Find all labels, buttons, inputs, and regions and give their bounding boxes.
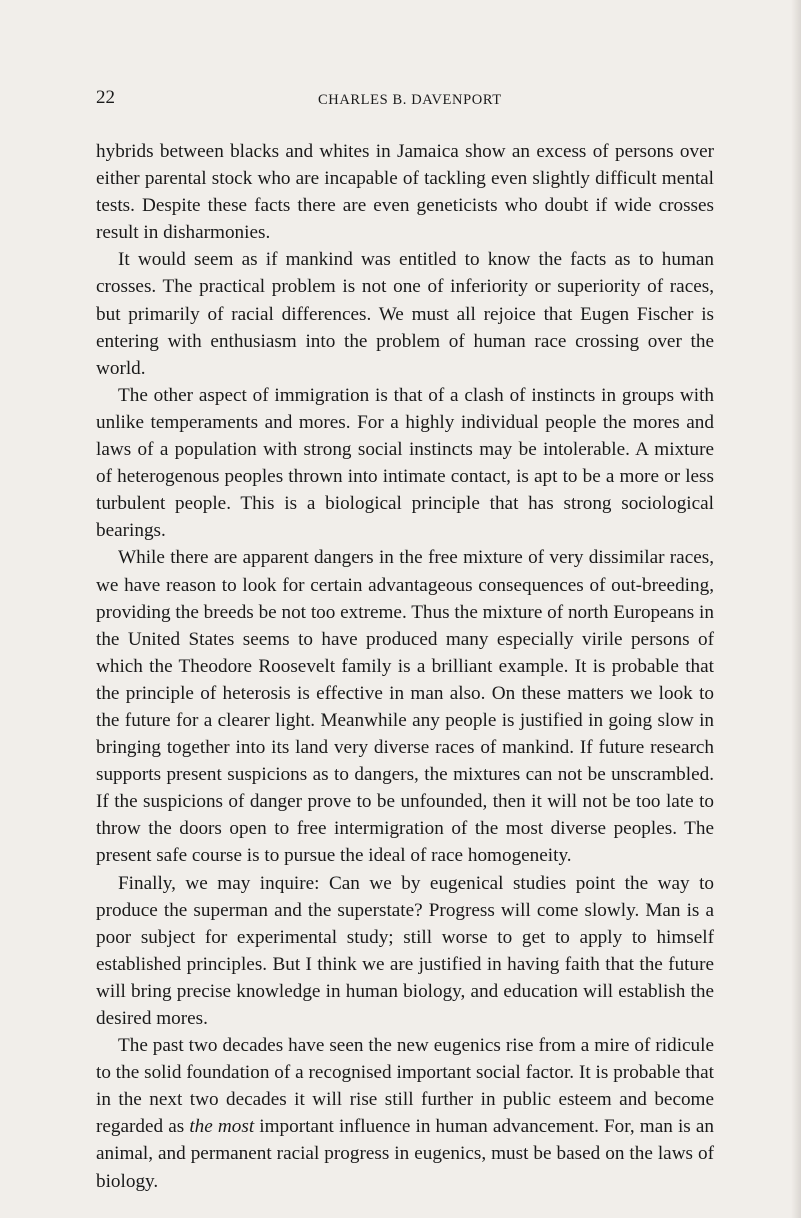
paragraph-1: hybrids between blacks and whites in Jamaica show an excess of persons over either parental stock who are incapable of tackling even slightly difficult mental tests. Despite these facts there are even geneticists who doubt if wide crosses result in disharmonies.	[96, 141, 714, 244]
paragraph-3: The other aspect of immigration is that of a clash of instincts in groups with unlike temperaments and mores. For a highly individual people the mores and laws of a population with strong social instincts may be intolerable. A mixture of heterogenous peoples thrown into intimate contact, is apt to be a more or less turbulent people. This is a biological principle that has strong sociological bearings.	[96, 384, 714, 542]
paragraph-6-text-after: important influence in human advancement. For, man is an animal, and permanent racial progress in eugenics, must be based on the laws of biology.	[96, 1116, 714, 1192]
paragraph-4: While there are apparent dangers in the free mixture of very dissimilar races, we have reason to look for certain advantageous consequences of out-breeding, providing the breeds be not too extreme. Thus the mixture of north Europeans in the United States seems to have produced many especially virile persons of which the Theodore Roosevelt family is a brilliant example. It is probable that the principle of heterosis is effective in man also. On these matters we look to the future for a clearer light. Meanwhile any people is justified in going slow in bringing together into its land very diverse races of mankind. If future research supports present suspicions as to dangers, the mixtures can not be unscrambled. If the suspicions of danger prove to be unfounded, then it will not be too late to throw the doors open to free intermigration of the most diverse peoples. The present safe course is to pursue the ideal of race homogeneity.	[96, 547, 714, 867]
page-header	[96, 86, 716, 114]
page-edge-shadow	[791, 0, 801, 1218]
paragraph-6	[96, 1032, 714, 1195]
body-text	[96, 138, 714, 1195]
paragraph-2: It would seem as if mankind was entitled to know the facts as to human crosses. The practical problem is not one of inferiority or superiority of races, but primarily of racial differences. We must all rejoice that Eugen Fischer is entering with enthusiasm into the problem of human race crossing over the world.	[96, 249, 714, 379]
running-head: CHARLES B. DAVENPORT	[318, 92, 502, 108]
paragraph-5: Finally, we may inquire: Can we by eugenical studies point the way to produce the superman and the superstate? Progress will come slowly. Man is a poor subject for experimental study; still worse to get to apply to himself established principles. But I think we are justified in having faith that the future will bring precise knowledge in human biology, and education will establish the desired mores.	[96, 872, 714, 1029]
emphasis-the-most: the most	[189, 1116, 255, 1138]
paragraph-6-text-before: The past two decades have seen the new eugenics rise from a mire of ridicule to the solid foundation of a recognised important social factor. It is probable that in the next two decades it will rise still further in public esteem and become regarded as	[96, 1035, 714, 1138]
page-number: 22	[96, 87, 115, 108]
